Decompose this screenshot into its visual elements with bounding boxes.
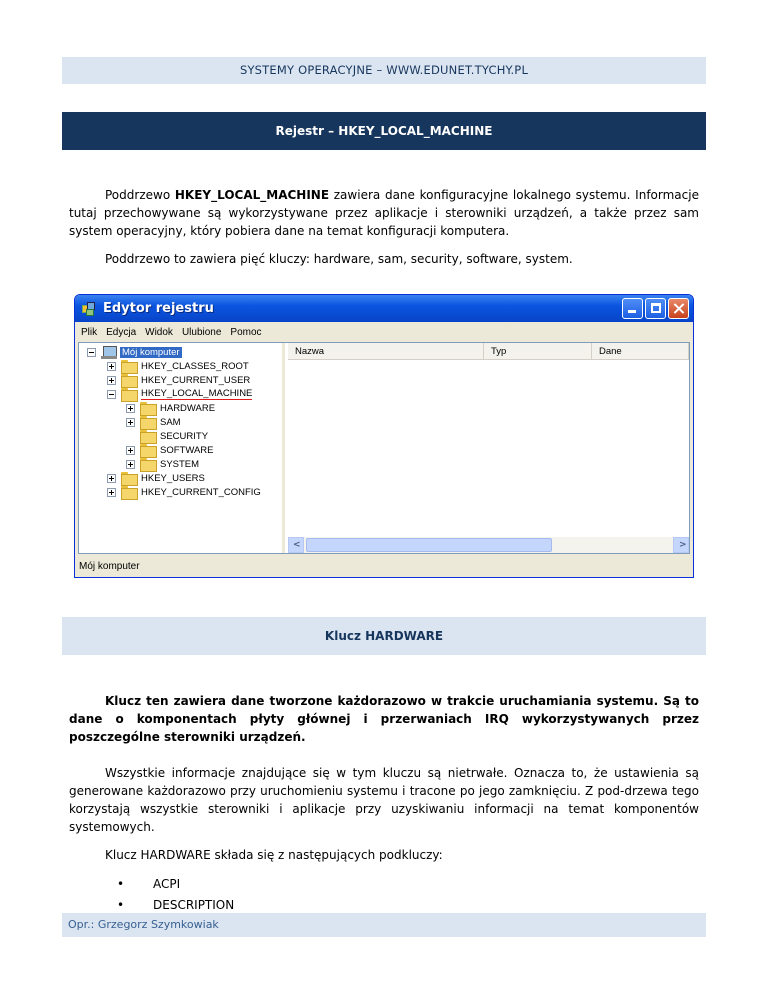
column-nazwa[interactable]: Nazwa (288, 343, 484, 360)
menu-plik[interactable]: Plik (81, 326, 98, 338)
section-title: Klucz HARDWARE (62, 617, 706, 655)
maximize-icon (651, 303, 661, 313)
computer-icon (101, 346, 117, 359)
collapse-icon[interactable] (107, 390, 116, 399)
bullet-icon: • (117, 877, 125, 891)
tree-item-hkcu[interactable]: HKEY_CURRENT_USER (107, 373, 250, 387)
minimize-button[interactable] (622, 298, 643, 319)
hklm-bold: HKEY_LOCAL_MACHINE (174, 188, 330, 202)
tree-item-my-computer[interactable]: Mój komputer (87, 345, 182, 359)
list-item: DESCRIPTION (153, 898, 235, 912)
menu-bar (75, 322, 693, 342)
folder-icon (140, 430, 156, 442)
scroll-right-button[interactable] (673, 537, 689, 553)
tree-item-hku[interactable]: HKEY_USERS (107, 471, 205, 485)
expand-icon[interactable] (107, 488, 116, 497)
column-typ[interactable]: Typ (484, 343, 592, 360)
status-bar: Mój komputer (79, 561, 140, 572)
registry-tree (79, 343, 285, 553)
close-button[interactable] (668, 298, 689, 319)
expand-icon[interactable] (126, 404, 135, 413)
folder-icon (140, 416, 156, 428)
scroll-left-button[interactable] (288, 537, 304, 553)
expand-icon[interactable] (126, 460, 135, 469)
expand-icon[interactable] (107, 376, 116, 385)
hardware-paragraph: Wszystkie informacje znajdujące się w tym kluczu są nietrwałe. Oznacza to, że ustawienia są generowane każdorazowo przy uruchomieniu systemu i tracone po jego zamknięciu. Z pod-drzewa tego korzystają wszystkie sterowniki i aplikacje przy uzyskiwaniu informacji na temat komponentów systemowych. (69, 766, 699, 834)
folder-icon (121, 472, 137, 484)
expand-icon[interactable] (126, 418, 135, 427)
expand-icon[interactable] (126, 446, 135, 455)
tree-item-security[interactable]: SECURITY (126, 429, 208, 443)
hklm-underlined-label: HKEY_LOCAL_MACHINE (141, 388, 253, 399)
tree-item-hklm[interactable] (107, 387, 252, 401)
bullet-icon: • (117, 898, 125, 912)
folder-icon (121, 486, 137, 498)
intro-paragraph: Poddrzewo HKEY_LOCAL_MACHINE zawiera dane konfiguracyjne lokalnego systemu. Informacje tutaj przechowywane są wykorzystywane przez aplikacje i sterowniki urządzeń, a także przez sam system operacyjny, który pobiera dane na temat konfiguracji komputera. (69, 188, 699, 238)
chevron-left-icon: < (293, 540, 301, 550)
folder-icon (140, 444, 156, 456)
tree-item-hkcr[interactable]: HKEY_CLASSES_ROOT (107, 359, 249, 373)
horizontal-scrollbar[interactable] (288, 537, 689, 553)
tree-item-software[interactable]: SOFTWARE (126, 443, 213, 457)
hardware-bold-paragraph: Klucz ten zawiera dane tworzone każdorazowo w trakcie uruchamiania systemu. Są to dane o komponentach płyty głównej i przerwaniach IRQ wykorzystywanych przez poszczególne sterowniki urządzeń. (69, 694, 699, 744)
folder-icon (140, 458, 156, 470)
registry-editor-icon (81, 301, 97, 317)
menu-widok[interactable]: Widok (145, 326, 173, 338)
column-dane[interactable]: Dane (592, 343, 689, 360)
expand-icon[interactable] (107, 474, 116, 483)
editor-client-area (78, 342, 690, 554)
tree-item-system[interactable]: SYSTEM (126, 457, 199, 471)
page-title: Rejestr – HKEY_LOCAL_MACHINE (62, 112, 706, 150)
values-list (288, 343, 689, 539)
folder-open-icon (121, 388, 137, 400)
chevron-right-icon: > (679, 540, 687, 550)
tree-item-hkcc[interactable]: HKEY_CURRENT_CONFIG (107, 485, 261, 499)
list-header (288, 343, 689, 360)
folder-icon (121, 360, 137, 372)
menu-ulubione[interactable]: Ulubione (181, 326, 222, 338)
minimize-icon (628, 310, 636, 313)
folder-icon (121, 374, 137, 386)
collapse-icon[interactable] (87, 348, 96, 357)
window-titlebar[interactable] (75, 295, 693, 322)
expand-icon[interactable] (107, 362, 116, 371)
folder-icon (140, 402, 156, 414)
window-title: Edytor rejestru (103, 301, 214, 316)
menu-edycja[interactable]: Edycja (106, 326, 137, 338)
registry-editor-window (74, 294, 694, 578)
maximize-button[interactable] (645, 298, 666, 319)
page-footer: Opr.: Grzegorz Szymkowiak (62, 913, 706, 937)
menu-pomoc[interactable]: Pomoc (230, 326, 262, 338)
intro-keys-paragraph: Poddrzewo to zawiera pięć kluczy: hardware, sam, security, software, system. (105, 252, 573, 266)
list-item: ACPI (153, 877, 181, 891)
page-header: SYSTEMY OPERACYJNE – WWW.EDUNET.TYCHY.PL (62, 57, 706, 84)
tree-item-sam[interactable]: SAM (126, 415, 181, 429)
tree-item-hardware[interactable]: HARDWARE (126, 401, 215, 415)
scroll-thumb[interactable] (306, 538, 552, 552)
subkeys-intro: Klucz HARDWARE składa się z następujących podkluczy: (105, 848, 443, 862)
